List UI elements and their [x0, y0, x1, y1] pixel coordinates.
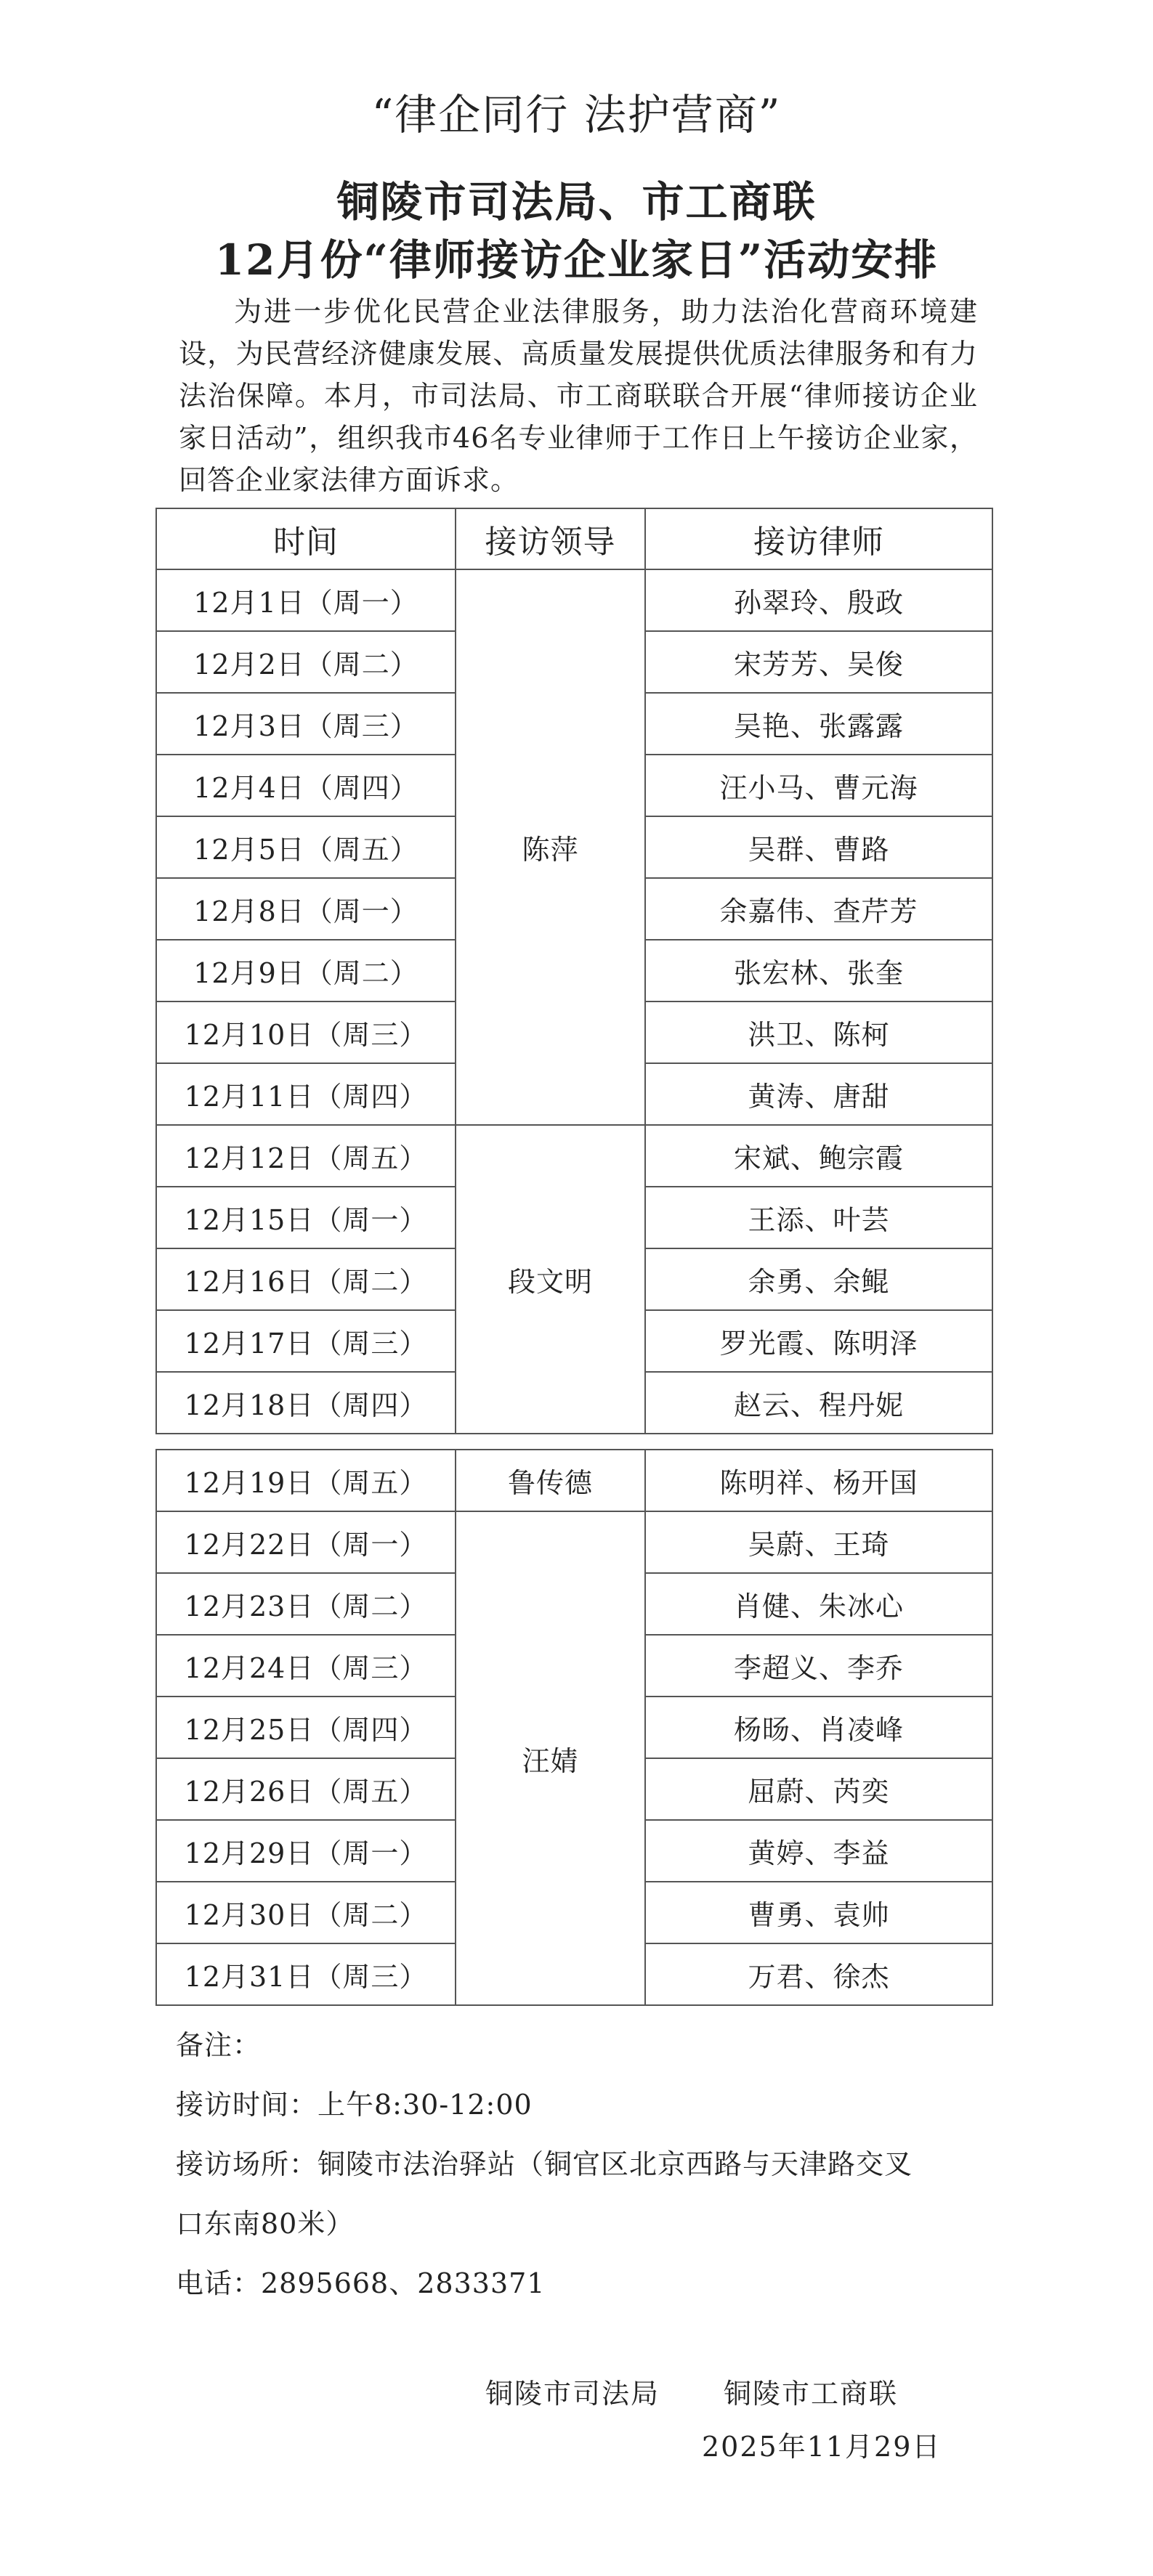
lawyers-cell: 余嘉伟、查芹芳 [645, 878, 992, 940]
lawyers-cell: 宋斌、鲍宗霞 [645, 1125, 992, 1187]
lawyers-cell: 吴蔚、王琦 [645, 1511, 992, 1573]
document-title-line1: 铜陵市司法局、市工商联 [336, 177, 817, 227]
leader-cell: 段文明 [456, 1125, 645, 1434]
intro-paragraph: 为进一步优化民营企业法律服务，助力法治化营商环境建设，为民营经济健康发展、高质量发展提供优质法律服务和有力法治保障。本月，市司法局、市工商联联合开展“律师接访企业家日活动”，组织我市46名专业律师于工作日上午接访企业家，回答企业家法律方面诉求。 [179, 296, 978, 496]
lawyers-cell: 陈明祥、杨开国 [645, 1450, 992, 1511]
date-cell: 12月10日（周三） [156, 1001, 456, 1063]
lawyers-cell: 屈蔚、芮奕 [645, 1758, 992, 1820]
notes-place-line1: 接访场所：铜陵市法治驿站（铜官区北京西路与天津路交叉 [176, 2148, 913, 2180]
lawyers-cell: 吴艳、张露露 [645, 693, 992, 755]
slogan: “律企同行 法护营商” [371, 90, 782, 139]
table-row [156, 1450, 992, 1511]
date-cell: 12月30日（周二） [156, 1882, 456, 1943]
lawyers-cell: 王添、叶芸 [645, 1187, 992, 1248]
date-cell: 12月2日（周二） [156, 631, 456, 693]
date-cell: 12月17日（周三） [156, 1310, 456, 1372]
date-cell: 12月16日（周二） [156, 1248, 456, 1310]
date-cell: 12月19日（周五） [156, 1450, 456, 1511]
table-row [156, 1511, 992, 1573]
notes-phone: 电话：2895668、2833371 [176, 2267, 546, 2299]
signature-org2: 铜陵市工商联 [724, 2378, 899, 2410]
schedule-table-part2 [155, 1449, 993, 2006]
leader-cell: 鲁传德 [456, 1450, 645, 1511]
date-cell: 12月5日（周五） [156, 816, 456, 878]
lawyers-cell: 杨旸、肖凌峰 [645, 1697, 992, 1758]
notes-section [176, 2015, 997, 2313]
date-cell: 12月22日（周一） [156, 1511, 456, 1573]
lawyers-cell: 吴群、曹路 [645, 816, 992, 878]
table-row [156, 1125, 992, 1187]
lawyers-cell: 肖健、朱冰心 [645, 1573, 992, 1635]
lawyers-cell: 罗光霞、陈明泽 [645, 1310, 992, 1372]
lawyers-cell: 张宏林、张奎 [645, 940, 992, 1001]
date-cell: 12月11日（周四） [156, 1063, 456, 1125]
date-cell: 12月4日（周四） [156, 755, 456, 816]
notes-heading: 备注： [176, 2029, 262, 2061]
date-cell: 12月12日（周五） [156, 1125, 456, 1187]
notes-place-line2: 口东南80米） [176, 2208, 355, 2240]
lawyers-cell: 黄婷、李益 [645, 1820, 992, 1882]
lawyers-cell: 宋芳芳、吴俊 [645, 631, 992, 693]
lawyers-cell: 赵云、程丹妮 [645, 1372, 992, 1434]
date-cell: 12月9日（周二） [156, 940, 456, 1001]
lawyers-cell: 汪小马、曹元海 [645, 755, 992, 816]
lawyers-cell: 孙翠玲、殷政 [645, 569, 992, 631]
table-row [156, 569, 992, 631]
header-leader: 接访领导 [456, 508, 645, 569]
lawyers-cell: 曹勇、袁帅 [645, 1882, 992, 1943]
date-cell: 12月24日（周三） [156, 1635, 456, 1697]
date-cell: 12月8日（周一） [156, 878, 456, 940]
date-cell: 12月18日（周四） [156, 1372, 456, 1434]
date-cell: 12月29日（周一） [156, 1820, 456, 1882]
date-cell: 12月25日（周四） [156, 1697, 456, 1758]
notes-time: 接访时间：上午8:30-12:00 [176, 2089, 533, 2121]
date-cell: 12月15日（周一） [156, 1187, 456, 1248]
leader-cell: 陈萍 [456, 569, 645, 1125]
date-cell: 12月3日（周三） [156, 693, 456, 755]
schedule-table-part1 [155, 508, 993, 1434]
lawyers-cell: 洪卫、陈柯 [645, 1001, 992, 1063]
header-lawyers: 接访律师 [645, 508, 992, 569]
signature-orgs [485, 2371, 898, 2411]
date-cell: 12月26日（周五） [156, 1758, 456, 1820]
date-cell: 12月1日（周一） [156, 569, 456, 631]
lawyers-cell: 李超义、李乔 [645, 1635, 992, 1697]
lawyers-cell: 余勇、余鲲 [645, 1248, 992, 1310]
date-cell: 12月23日（周二） [156, 1573, 456, 1635]
lawyers-cell: 黄涛、唐甜 [645, 1063, 992, 1125]
date-cell: 12月31日（周三） [156, 1943, 456, 2005]
header-time: 时间 [156, 508, 456, 569]
signature-org1: 铜陵市司法局 [485, 2378, 660, 2410]
signature-date: 2025年11月29日 [702, 2431, 942, 2463]
table-header-row [156, 508, 992, 569]
leader-cell: 汪婧 [456, 1511, 645, 2005]
document-title-line2: 12月份“律师接访企业家日”活动安排 [214, 235, 939, 285]
lawyers-cell: 万君、徐杰 [645, 1943, 992, 2005]
